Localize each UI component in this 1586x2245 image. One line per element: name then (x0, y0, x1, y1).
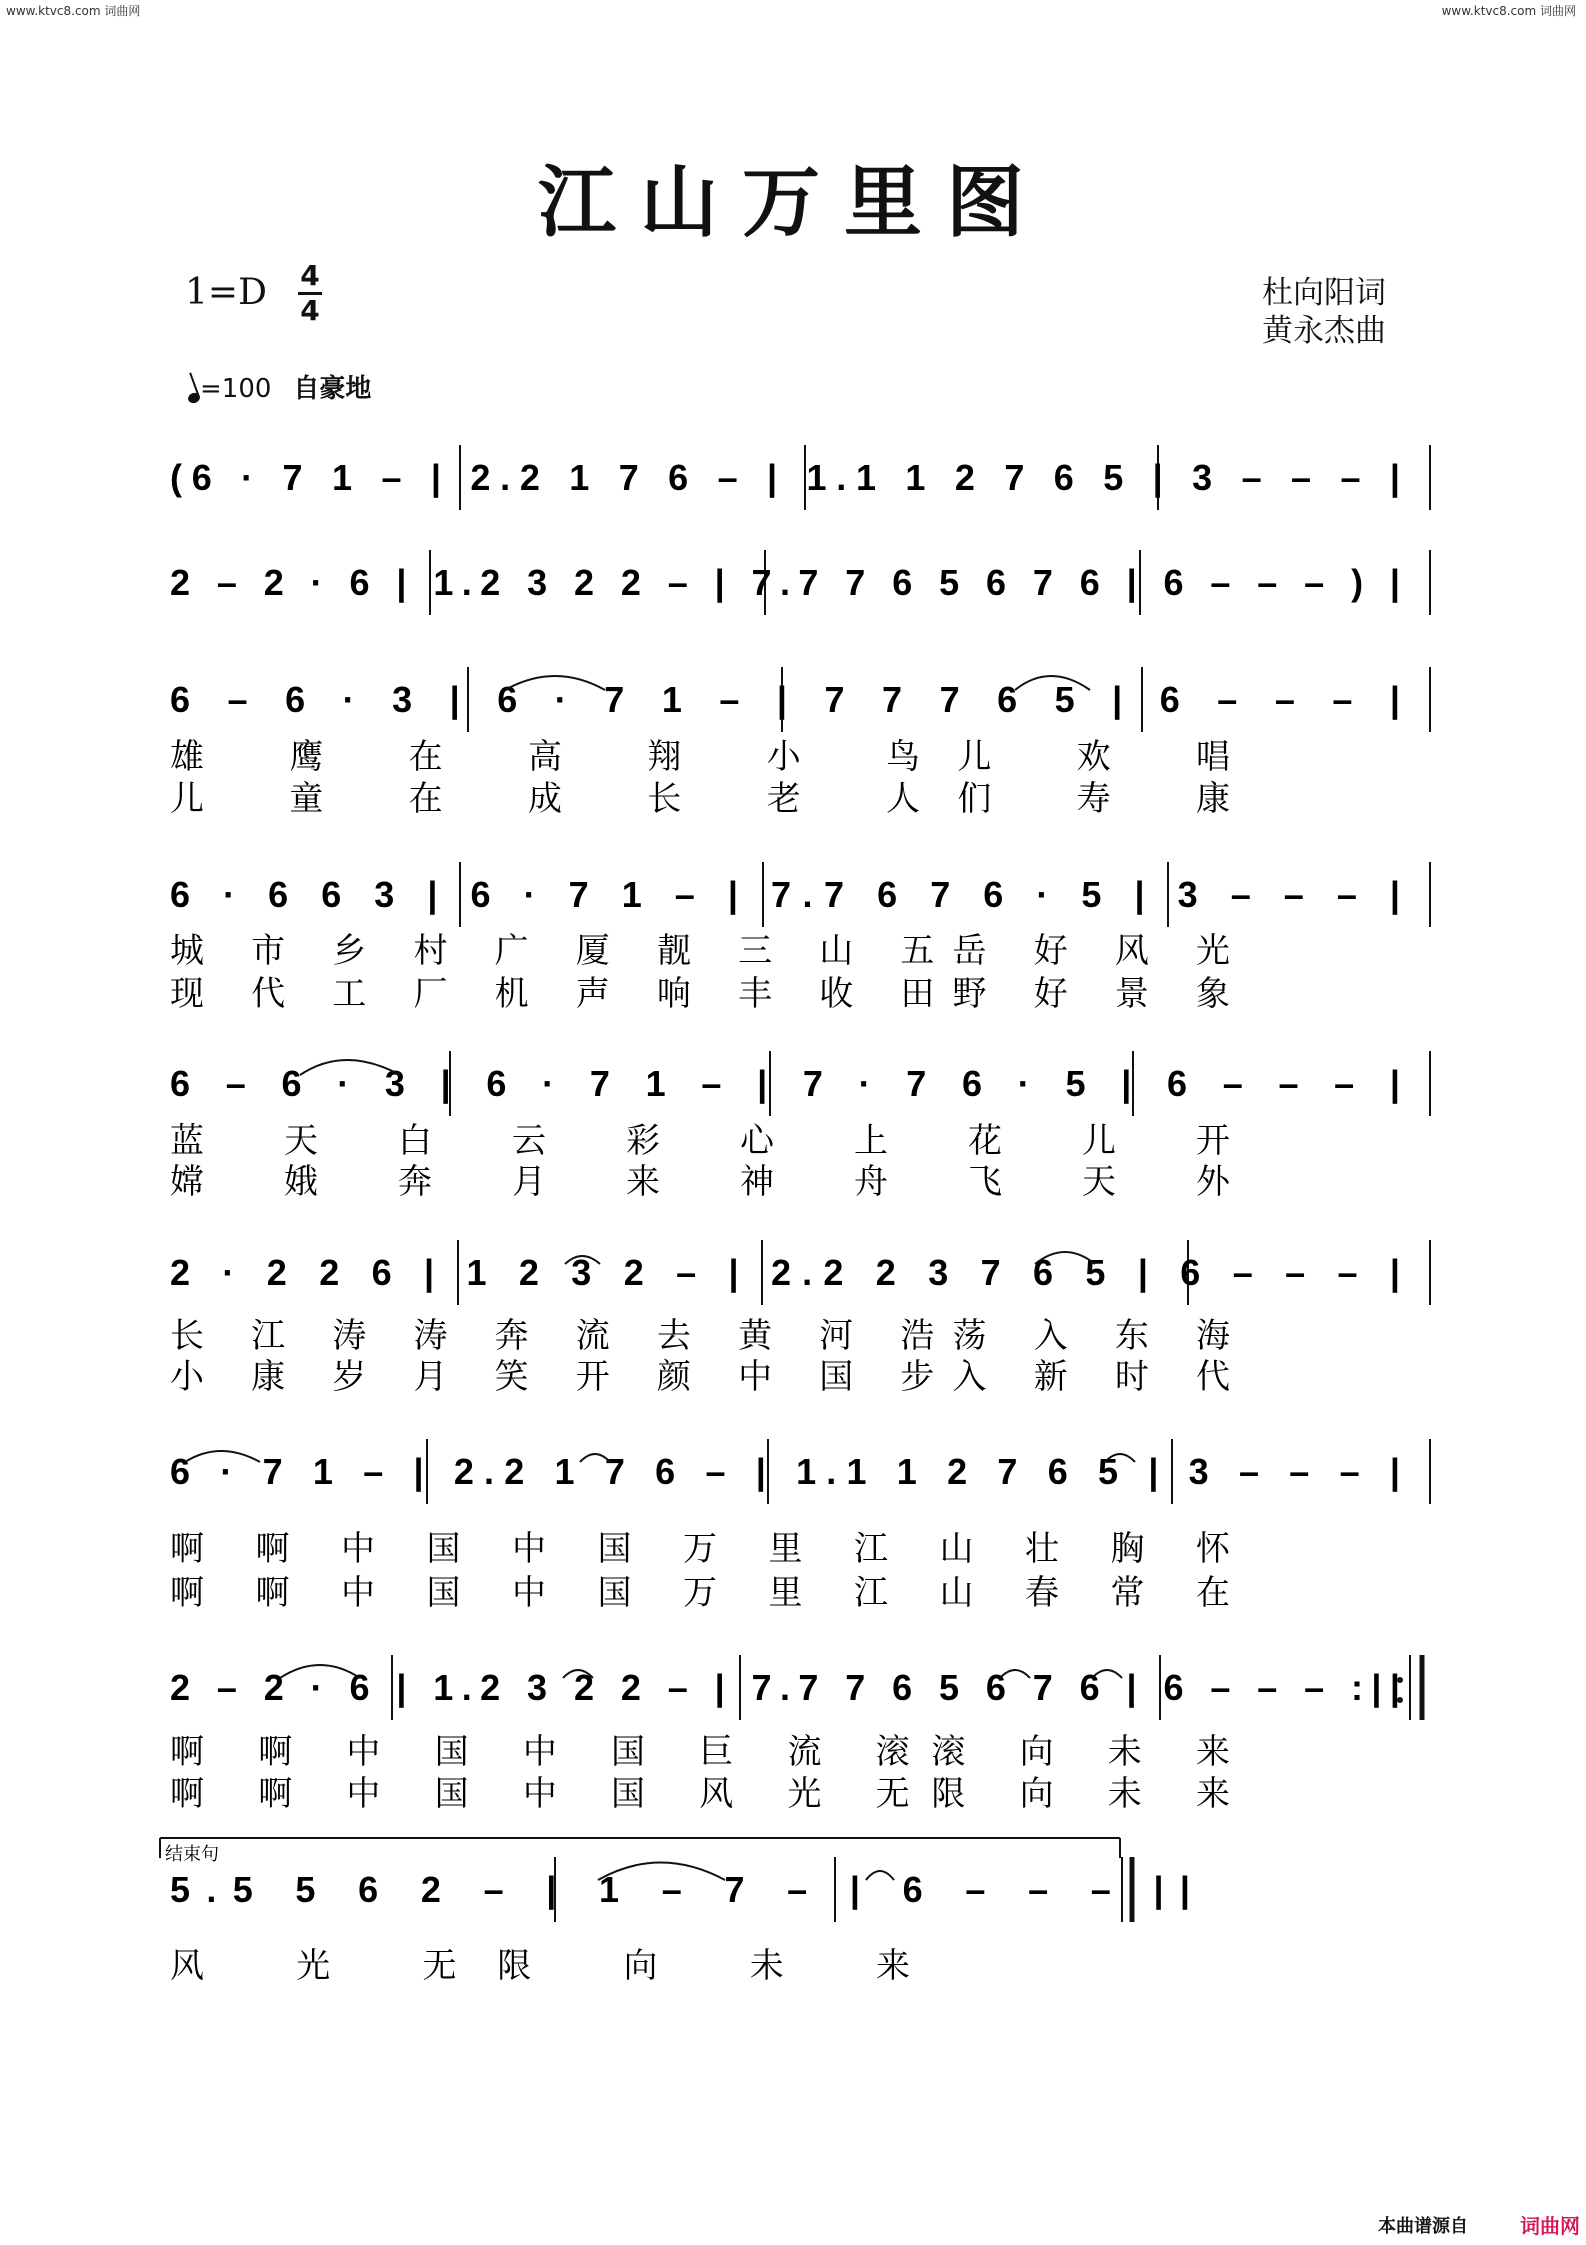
footer-logo: 词曲网 (1520, 2214, 1580, 2238)
expression-mark: 自豪地 (293, 374, 372, 404)
key-signature: 1=D (185, 272, 267, 313)
notation-line: 6 · 6 6 3 | 6 · 7 1 – | 7.7 6 7 6 · 5 | 3 – – – | (170, 874, 1400, 915)
site-watermark-right: www.ktvc8.com 词曲网 (1441, 4, 1576, 18)
lyrics-verse-1: 雄 鹰 在 高 翔 小 鸟儿 欢 唱 (170, 737, 1230, 777)
lyrics-verse-1: 风 光 无限 向 未 来 (170, 1946, 910, 1986)
lyrics-verse-2: 儿 童 在 成 长 老 人们 寿 康 (170, 779, 1230, 819)
coda-label: 结束句 (165, 1844, 219, 1865)
notation-line: 6 – 6 · 3 | 6 · 7 1 – | 7 · 7 6 · 5 | 6 – – – | (170, 1063, 1400, 1104)
lyrics-verse-2: 啊 啊 中 国 中 国 风 光 无限 向 未 来 (170, 1774, 1230, 1814)
tempo-value: =100 (200, 374, 272, 404)
composer: 黄永杰曲 (1262, 313, 1386, 349)
lyrics-verse-1: 长 江 涛 涛 奔 流 去 黄 河 浩荡 入 东 海 (170, 1316, 1231, 1356)
slur-arc (1015, 676, 1090, 690)
notation-line: 5.5 5 6 2 – | 1 – 7 – | 6 – – – || (170, 1869, 1191, 1910)
notation-line: 2 – 2 · 6 | 1.2 3 2 2 – | 7.7 7 6 5 6 7 6 | 6 – – – ) | (170, 562, 1401, 603)
notation-line: 2 · 2 2 6 | 1 2 3 2 – | 2.2 2 3 7 6 5 | 6 – – – | (170, 1252, 1401, 1293)
notation-line: 6 · 7 1 – | 2.2 1 7 6 – | 1.1 1 2 7 6 5 | 3 – – – | (170, 1451, 1400, 1492)
lyrics-verse-2: 啊 啊 中 国 中 国 万 里 江 山 春 常 在 (170, 1573, 1230, 1613)
site-watermark-left: www.ktvc8.com 词曲网 (6, 4, 141, 18)
lyrics-verse-1: 啊 啊 中 国 中 国 巨 流 滚滚 向 未 来 (170, 1732, 1230, 1772)
lyrics-verse-1: 城 市 乡 村 广 厦 靓 三 山 五岳 好 风 光 (170, 931, 1231, 971)
song-title: 江山万里图 (537, 158, 1048, 248)
lyrics-verse-1: 蓝 天 白 云 彩 心 上 花 儿 开 (170, 1121, 1230, 1161)
lyrics-verse-2: 现 代 工 厂 机 声 响 丰 收 田野 好 景 象 (170, 974, 1231, 1014)
lyrics-verse-1: 啊 啊 中 国 中 国 万 里 江 山 壮 胸 怀 (170, 1529, 1230, 1569)
notation-line: 2 – 2 · 6 | 1.2 3 2 2 – | 7.7 7 6 5 6 7 6 | 6 – – – :|| (170, 1667, 1401, 1708)
time-numerator: 4 (300, 259, 320, 292)
notation-line: (6 · 7 1 – | 2.2 1 7 6 – | 1.1 1 2 7 6 5 | 3 – – – | (170, 457, 1400, 498)
lyrics-verse-2: 小 康 岁 月 笑 开 颜 中 国 步入 新 时 代 (170, 1357, 1231, 1397)
footer-source: 本曲谱源自 (1378, 2216, 1468, 2237)
time-denominator: 4 (300, 294, 320, 327)
lyricist: 杜向阳词 (1262, 275, 1386, 311)
lyrics-verse-2: 嫦 娥 奔 月 来 神 舟 飞 天 外 (170, 1162, 1230, 1202)
notation-line: 6 – 6 · 3 | 6 · 7 1 – | 7 7 7 6 5 | 6 – – – | (170, 679, 1400, 720)
